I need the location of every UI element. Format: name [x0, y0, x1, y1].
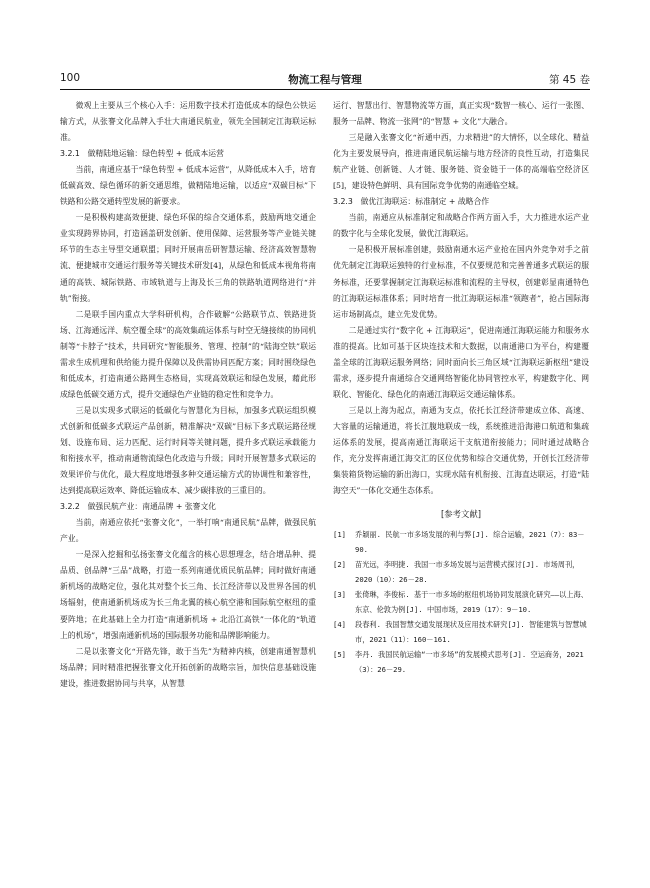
paragraph: 当前，南通应依托“张謇文化”，一举打响“南通民航”品牌，做强民航产业。 — [60, 518, 316, 544]
paragraph: 当前，南通应从标准制定和战略合作两方面入手，大力推进水运产业的数字化与全球化发展，做优江海联运。 — [333, 213, 589, 239]
section-heading-3-2-1: 3.2.1 做精陆地运输：绿色转型 + 低成本运营 — [60, 149, 224, 159]
reference-number: [2] — [333, 560, 346, 570]
volume-label: 第 45 卷 — [548, 74, 590, 86]
reference-number: [4] — [333, 620, 346, 630]
paragraph: 运行、智慧出行、智慧物流等方面，真正实现“数智一核心、运行一张图、服务一品牌、物流一张网”的“智慧 + 文化”大融合。 — [333, 101, 589, 127]
paragraph: 一是积极开展标准创建，鼓励南通水运产业抢在国内外竞争对手之前优先制定江海联运独特的行业标准，不仅要规范和完善普通多式联运的服务标准，还要掌握制定江海联运标准和流程的主导权，创建彰显南通特色的江海联运标准体系；同时培育一批江海联运标准“领跑者”，抢占国际海运市场制高点，建立先发优势。 — [333, 245, 589, 319]
paragraph: 当前，南通应基于“绿色转型 + 低成本运营”，从降低成本入手，培育低碳高效、绿色循环的新交通思维，做精陆地运输，以适应“双碳目标”下铁路和公路交通转型发展的新要求。 — [60, 165, 316, 207]
right-column — [333, 98, 589, 677]
reference-item — [333, 617, 589, 647]
journal-title: 物流工程与管理 — [288, 74, 362, 86]
reference-number: [1] — [333, 530, 346, 540]
reference-number: [3] — [333, 590, 346, 600]
reference-text: 苗光远，李明捷. 我国一市多场发展与运营模式探讨[J]. 市场周刊，2020（10）：26－28. — [355, 560, 580, 585]
reference-item — [333, 527, 589, 557]
paragraph: 二是联手国内重点大学科研机构，合作破解“公路联节点、铁路进货场、江海通远洋、航空覆全球”的高效集疏运体系与时空无缝接续的协同机制等“卡脖子”技术，共同研究“智能服务、管理、控制”的“陆海空铁”联运需求生成机理和供给能力提升保障以及供需协同匹配方案；同时围绕绿色和低成本，打造南通公路网生态格局，实现高效联运和绿色发展，藉此形成绿色低碳交通方式，提升交通绿色产业链的稳定性和竞争力。 — [60, 309, 316, 399]
paragraph: 微观上主要从三个核心入手：运用数字技术打造低成本的绿色公铁运输方式，从张謇文化品牌入手壮大南通民航业，领先全国制定江海联运标准。 — [60, 101, 316, 143]
paragraph: 二是以张謇文化“开路先锋，敢于当先”为精神内核，创建南通智慧机场品牌；同时精准把握张謇文化开拓创新的战略宗旨，加快信息基础设施建设，推进数据协同与共享，从智慧 — [60, 646, 316, 688]
reference-text: 张倚琳，李俊标. 基于一市多场的枢纽机场协同发展演化研究——以上海、东京、伦敦为例[J]. 中国市场，2019（17）：9－10. — [355, 590, 588, 615]
reference-item — [333, 587, 589, 617]
reference-text: 段春利. 我国智慧交通发展现状及应用技术研究[J]. 智能建筑与智慧城市，2021（11）：160－161. — [355, 620, 587, 645]
reference-item — [333, 647, 589, 677]
paragraph: 三是以上海为起点，南通为支点，依托长江经济带建成立体、高速、大容量的运输通道，将长江腹地联成一线，系统推进沿海港口航道和集疏运体系的发展，提高南通江海联运干支航道衔接能力；同时通过战略合作，充分发挥南通江海交汇的区位优势和综合交通优势，开创长江经济带集装箱货物运输的新出海口，实现水陆有机衔接、江海直达联运，打造“陆海空天”一体化交通生态体系。 — [333, 405, 589, 496]
reference-text: 李丹. 我国民航运输“一市多场”的发展模式思考[J]. 空运商务，2021（3）：26－29. — [355, 650, 584, 675]
paragraph: 二是通过实行“数字化 + 江海联运”，促进南通江海联运能力和服务水准的提高。比如可基于区块连技术和大数据，以南通港口为平台，构建覆盖全球的江海联运服务网络；同时面向长三角区域“江海联运新枢纽”建设需求，逐步提升南通综合交通网络智能化协同管控水平，构建数字化、网联化、智能化、绿色化的南通江海联运交通运输体系。 — [333, 325, 589, 399]
paragraph: 三是融入张謇文化“祈通中西，力求精进”的大情怀，以全球化、精益化为主要发展导向，推进南通民航运输与地方经济的良性互动，打造集民航产业链、创新链、人才链、服务链、资金链于一体的高端临空经济区[5]，建设特色鲜明、具有国际竞争优势的南通临空城。 — [333, 133, 589, 191]
paragraph: 一是积极构建高效便捷、绿色环保的综合交通体系，鼓励两地交通企业实现跨界协同，打造涵盖研发创新、使用保障、运营服务等产业链关键环节的生态主导型交通联盟；同时开展南岳研智慧运输、经济高效智慧物流、便捷城市交通运行服务等关键技术研发[4]，从绿色和低成本视角将南通的高铁、城际铁路、市域轨道与上海及长三角的铁路轨道网络进行“并轨”衔接。 — [60, 213, 316, 303]
left-column — [60, 98, 316, 692]
paragraph: 三是以实现多式联运的低碳化与智慧化为目标，加强多式联运组织模式创新和低碳多式联运产品创新，精准解决“双碳”目标下多式联运路径规划、设施布局、运力匹配、运行时间等关键问题，提升多式联运承载能力和衔接水平，推动南通物流绿色化改造与升级；同时开展智慧多式联运的效果评价与优化，最大程度地增强多种交通运输方式的协调性和兼容性，达到提高联运效率、降低运输成本、减少碳排放的三重目的。 — [60, 405, 316, 496]
section-heading-3-2-2: 3.2.2 做强民航产业：南通品牌 + 张謇文化 — [60, 502, 217, 512]
reference-number: [5] — [333, 650, 346, 660]
paragraph: 一是深入挖掘和弘扬张謇文化蕴含的核心思想理念，结合增品种、提品质、创品牌“三品”战略，打造一系列南通优质民航品牌；同时做好南通新机场的战略定位，强化其对整个长三角、长江经济带以及世界各国的机场辐射，使南通新机场成为长三角北翼的核心航空港和国际航空枢纽的重要阵地；在此基础上全力打造“南通新机场 + 北沿江高铁”一体化的“轨道上的机场”，增强南通新机场的国际服务功能和品牌影响能力。 — [60, 550, 316, 640]
header-divider — [60, 89, 590, 90]
page-number: 100 — [60, 72, 81, 84]
reference-text: 乔颖丽. 民航一市多场发展的利与弊[J]. 综合运输，2021（7）：83－90. — [355, 530, 585, 555]
section-heading-3-2-3: 3.2.3 做优江海联运：标准制定 + 战略合作 — [333, 197, 490, 207]
page-header — [60, 72, 590, 90]
references-title: [参考文献] — [440, 509, 482, 520]
reference-item — [333, 557, 589, 587]
